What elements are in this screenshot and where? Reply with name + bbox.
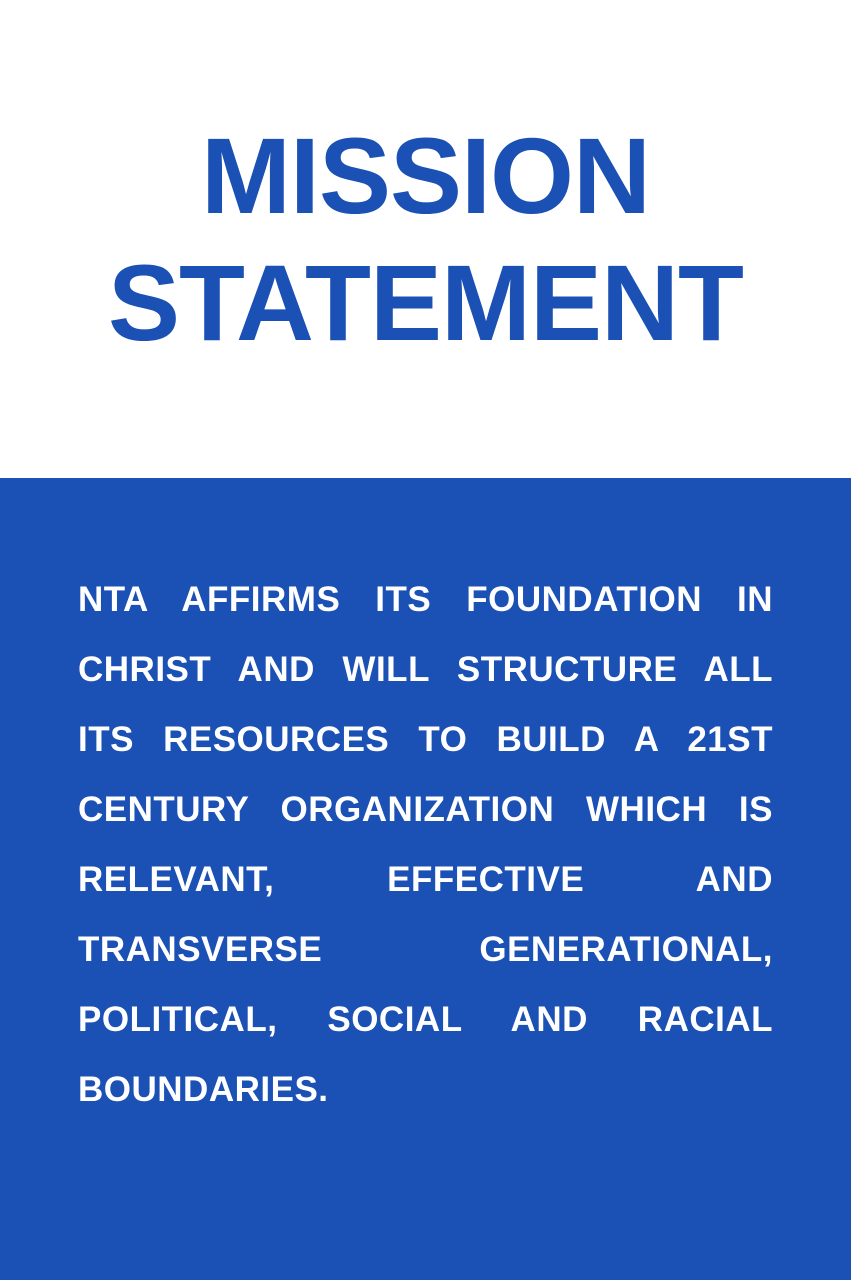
mission-statement-text: NTA AFFIRMS ITS FOUNDATION IN CHRIST AND WILL STRUCTURE ALL ITS RESOURCES TO BUILD A 21ST CENTURY ORGANIZATION WHICH IS RELEVANT, EFFECTIVE AND TRANSVERSE GENERATIONAL, POLITICAL, SOCIAL AND RACIAL BOUNDARIES. [78, 580, 773, 1109]
page-title-line-1: MISSION [200, 114, 651, 236]
page-title-line-2: STATEMENT [108, 242, 743, 363]
title-block [0, 0, 851, 478]
statement-block [0, 478, 851, 1280]
